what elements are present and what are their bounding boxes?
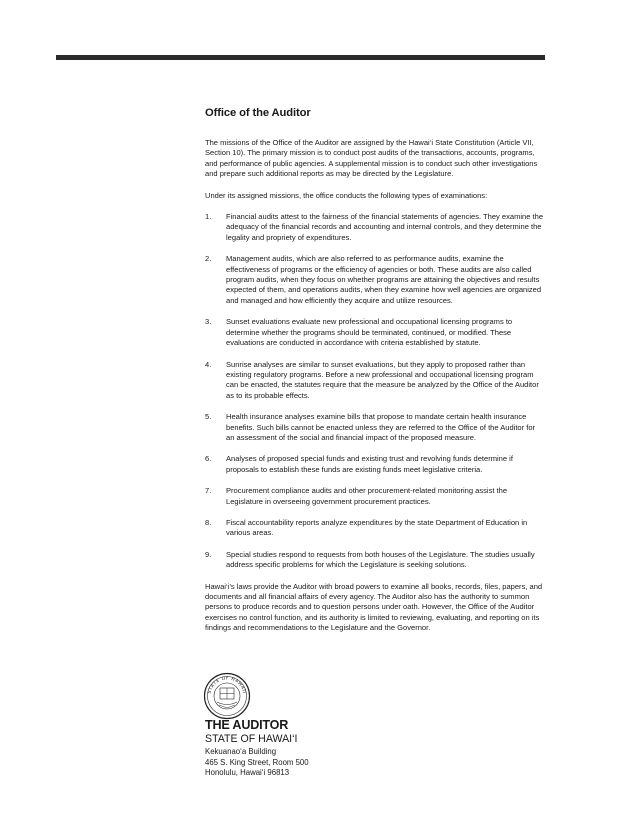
item-number: 6. (205, 454, 212, 464)
main-content (205, 106, 545, 645)
list-item (205, 317, 545, 348)
seal-lettering: STATE OF HAWAII (207, 676, 247, 695)
top-rule (56, 55, 545, 60)
address-line: Kekuanao‘a Building (205, 747, 277, 756)
examination-list (205, 212, 545, 571)
address-line: Honolulu, Hawai‘i 96813 (205, 768, 290, 778)
list-item (205, 550, 545, 571)
item-number: 7. (205, 486, 212, 496)
list-item (205, 412, 545, 443)
item-text: Sunrise analyses are similar to sunset evaluations, but they apply to proposed rather than existing regulatory programs. Before a new professional and occupational licensing program can be enacted, the statutes require that the measure be analyzed by the Office of the Auditor as to its probable effects. (226, 359, 539, 400)
list-item (205, 212, 545, 243)
auditor-title: THE AUDITOR (205, 718, 289, 732)
item-number: 5. (205, 412, 212, 422)
address-line: 465 S. King Street, Room 500 (205, 757, 309, 767)
item-text: Health insurance analyses examine bills that propose to mandate certain health insurance benefits. Such bills cannot be enacted unless they are referred to the Office of the Auditor for an assessment of the social and financial impact of the proposed measure. (226, 412, 536, 442)
auditor-footer (205, 718, 505, 779)
closing-paragraph: Hawai‘i’s laws provide the Auditor with broad powers to examine all books, records, files, papers, and documents and all financial affairs of every agency. The Auditor also has the authority to summon persons to produce records and to question persons under oath. However, the Office of the Auditor exercises no control function, and its authority is limited to reviewing, evaluating, and reporting on its findings and recommendations to the Legislature and the Governor. (205, 581, 543, 633)
state-name: STATE OF HAWAI‘I (205, 733, 298, 745)
list-item (205, 360, 545, 402)
item-text: Sunset evaluations evaluate new professional and occupational licensing programs to determine whether the programs should be terminated, continued, or modified. These evaluations are conducted in accordance with criteria established by statute. (226, 317, 513, 348)
lead-paragraph: Under its assigned missions, the office conducts the following types of examinations: (205, 190, 488, 200)
list-item (205, 454, 545, 475)
item-number: 3. (205, 317, 212, 327)
item-text: Procurement compliance audits and other procurement-related monitoring assist the Legislature in overseeing government procurement practices. (226, 486, 508, 506)
item-number: 2. (205, 254, 212, 264)
item-number: 1. (205, 212, 212, 222)
item-number: 9. (205, 549, 212, 559)
state-seal-icon (203, 672, 251, 720)
item-text: Fiscal accountability reports analyze expenditures by the state Department of Education in various areas. (226, 517, 528, 538)
page-title: Office of the Auditor (205, 107, 311, 119)
item-text: Financial audits attest to the fairness of the financial statements of agencies. They examine the adequacy of the financial records and accounting and internal controls, and they determine the legality and propriety of expenditures. (226, 212, 544, 242)
item-text: Special studies respond to requests from both houses of the Legislature. The studies usually address specific problems for which the Legislature is seeking solutions. (226, 549, 535, 570)
intro-paragraph: The missions of the Office of the Auditor are assigned by the Hawai‘i State Constitution (Article VII, Section 10). The primary mission is to conduct post audits of the transactions, accounts, programs, and performance of public agencies. A supplemental mission is to conduct such other investigations and prepare such additional reports as may be directed by the Legislature. (205, 138, 538, 179)
item-number: 8. (205, 517, 212, 527)
item-text: Analyses of proposed special funds and existing trust and revolving funds determine if proposals to establish these funds are existing funds meet legislative criteria. (226, 454, 513, 474)
list-item (205, 518, 545, 539)
list-item (205, 254, 545, 306)
item-number: 4. (205, 359, 212, 369)
list-item (205, 486, 545, 507)
item-text: Management audits, which are also referred to as performance audits, examine the effectiveness of programs or the efficiency of agencies or both. These audits are also called program audits, when they focus on whether programs are attaining the objectives and results expected of them, and operations audits, when they examine how well agencies are organized and managed and how efficiently they acquire and utilize resources. (226, 254, 542, 305)
